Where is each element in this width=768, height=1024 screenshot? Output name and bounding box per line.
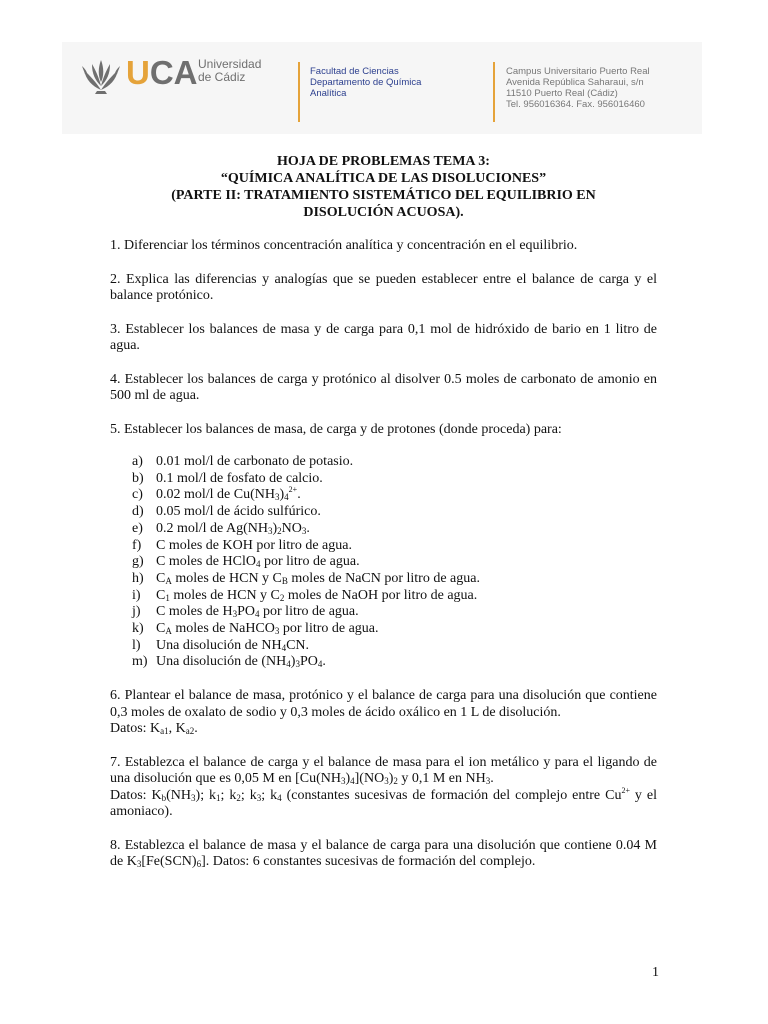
problem-3: 3. Establecer los balances de masa y de carga para 0,1 mol de hidróxido de bario en 1 litro de agua. bbox=[110, 321, 657, 353]
problem-5-sublist bbox=[110, 454, 657, 671]
list-item: b) 0.1 mol/l de fosfato de calcio. bbox=[132, 470, 323, 486]
title-line: DISOLUCIÓN ACUOSA). bbox=[303, 205, 464, 220]
problem-2: 2. Explica las diferencias y analogías que se pueden establecer entre el balance de carga y el balance protónico. bbox=[110, 271, 657, 303]
problem-6-datos: Datos: $K_{a1}$, $K_{a2}$. bbox=[110, 721, 198, 737]
list-item: h) $C_A$ moles de HCN y $C_B$ moles de NaCN por litro de agua. bbox=[132, 570, 480, 586]
list-item: g) C moles de HClO$_4$ por litro de agua. bbox=[132, 554, 360, 570]
campus-address-block: Campus Universitario Puerto Real Avenida República Saharaui, s/n 11510 Puerto Real (Cádiz) Tel. 956016364. Fax. 956016460 bbox=[506, 66, 650, 110]
list-item: f) C moles de KOH por litro de agua. bbox=[132, 537, 352, 553]
uca-logo-icon bbox=[78, 56, 124, 96]
header-divider bbox=[493, 62, 495, 122]
problem-6 bbox=[110, 688, 657, 738]
list-item: j) C moles de $H_3PO_4$ por litro de agua. bbox=[132, 604, 359, 620]
title-line: HOJA DE PROBLEMAS TEMA 3: bbox=[277, 154, 490, 169]
problem-8: 8. Establezca el balance de masa y el balance de carga para una disolución que contiene 0.04 M de $K_3[Fe(SCN)_6]$. Datos: 6 constantes sucesivas de formación del complejo. bbox=[110, 837, 657, 870]
list-item: c) 0.02 mol/l de $Cu(NH_3)_4^{2+}$. bbox=[132, 485, 301, 503]
page-number: 1 bbox=[652, 965, 659, 980]
title-line: (PARTE II: TRATAMIENTO SISTEMÁTICO DEL EQUILIBRIO EN bbox=[171, 188, 596, 203]
letterhead bbox=[62, 42, 702, 134]
list-item: i) $C_1$ moles de HCN y $C_2$ moles de NaOH por litro de agua. bbox=[132, 587, 478, 603]
list-item: a) 0.01 mol/l de carbonato de potasio. bbox=[132, 454, 354, 469]
problem-1: 1. Diferenciar los términos concentración analítica y concentración en el equilibrio. bbox=[110, 238, 578, 253]
title-line: “QUÍMICA ANALÍTICA DE LAS DISOLUCIONES” bbox=[220, 171, 547, 186]
list-item: k) $C_A$ moles de NaHCO$_3$ por litro de agua. bbox=[132, 621, 379, 637]
document-title bbox=[110, 153, 657, 221]
header-divider bbox=[298, 62, 300, 122]
list-item: l) Una disolución de $NH_4CN$. bbox=[132, 637, 310, 653]
problem-list bbox=[110, 238, 657, 888]
problem-5: 5. Establecer los balances de masa, de carga y de protones (donde proceda) para: bbox=[110, 421, 562, 437]
problem-7-text: 7. Establezca el balance de carga y el balance de masa para el ion metálico y para el ligando de una disolución que es 0,05 M en $[Cu(NH_3)_4](NO_3)_2$ y 0,1 M en $NH_3$. bbox=[110, 754, 657, 787]
problem-7-datos: Datos: $K_b(NH_3)$; $k_1$; $k_2$; $k_3$; $k_4$ (constantes sucesivas de formación del complejo entre $Cu^{2+}$ y el amoniaco). bbox=[110, 785, 657, 820]
university-name: Universidad de Cádiz bbox=[198, 57, 262, 84]
problem-7 bbox=[110, 755, 657, 821]
list-item: e) 0.2 mol/l de $Ag(NH_3)_2NO_3$. bbox=[132, 520, 310, 536]
uca-wordmark: UCA bbox=[126, 54, 198, 91]
list-item: d) 0.05 mol/l de ácido sulfúrico. bbox=[132, 504, 321, 520]
problem-6-text: 6. Plantear el balance de masa, protónico y el balance de carga para una disolución que contiene 0,3 moles de oxalato de sodio y 0,3 moles de ácido oxálico en 1 L de disolución. bbox=[110, 688, 657, 720]
problem-4: 4. Establecer los balances de carga y protónico al disolver 0.5 moles de carbonato de amonio en 500 ml de agua. bbox=[110, 371, 657, 403]
list-item: m) Una disolución de $(NH_4)_3PO_4$. bbox=[132, 654, 326, 670]
faculty-block: Facultad de Ciencias Departamento de Química Analítica bbox=[310, 66, 422, 99]
